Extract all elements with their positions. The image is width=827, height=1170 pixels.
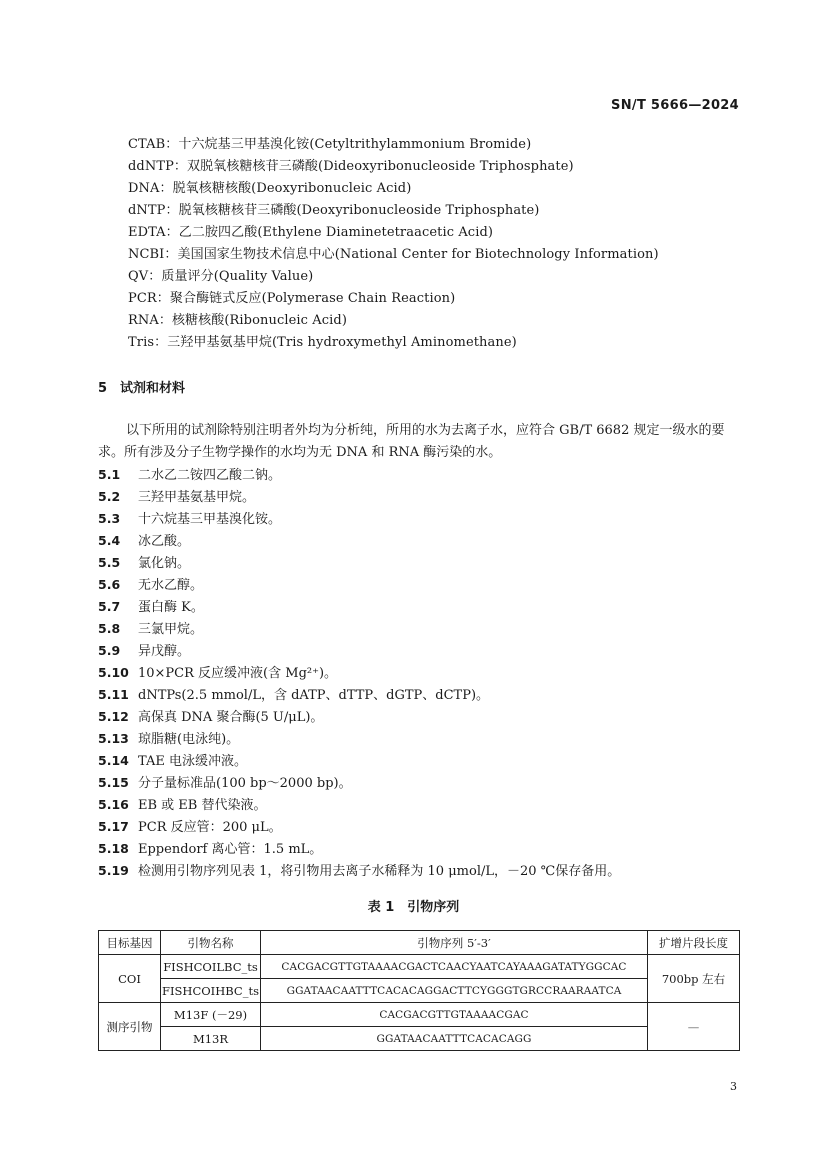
cell-primer-name: FISHCOIHBC_ts [161,979,261,1003]
reagent-list [98,464,620,882]
item-text: TAE 电泳缓冲液。 [138,754,247,769]
abbreviation-item: QV：质量评分(Quality Value) [128,269,314,284]
cell-primer-name: M13R [161,1027,261,1051]
table-row [99,955,740,979]
item-text: EB 或 EB 替代染液。 [138,798,267,813]
item-number: 5.15 [98,775,129,790]
item-number: 5.13 [98,731,129,746]
cell-length: — [648,1003,740,1051]
item-text: 三氯甲烷。 [138,622,204,637]
list-item [98,662,620,684]
item-text: 冰乙酸。 [138,534,191,549]
table-row [99,1003,740,1027]
list-item [98,860,620,882]
item-number: 5.12 [98,709,129,724]
item-text: 分子量标准品(100 bp～2000 bp)。 [138,776,352,791]
cell-primer-name: M13F (－29) [161,1003,261,1027]
item-text: 异戊醇。 [138,644,191,659]
list-item [98,706,620,728]
cell-sequence: CACGACGTTGTAAAACGACTCAACYAATCAYAAAGATATYGGCAC [261,955,648,979]
item-number: 5.3 [98,511,121,526]
item-text: Eppendorf 离心管：1.5 mL。 [138,842,323,857]
item-text: 高保真 DNA 聚合酶(5 U/μL)。 [138,710,324,725]
primer-table [98,930,740,1051]
cell-length: 700bp 左右 [648,955,740,1003]
cell-sequence: GGATAACAATTTCACACAGG [261,1027,648,1051]
list-item [98,464,620,486]
item-number: 5.4 [98,533,121,548]
list-item [98,838,620,860]
item-number: 5.16 [98,797,129,812]
section-title: 试剂和材料 [120,381,186,396]
item-number: 5.11 [98,687,129,702]
item-text: 10×PCR 反应缓冲液(含 Mg²⁺)。 [138,666,338,681]
intro-text: 以下所用的试剂除特别注明者外均为分析纯，所用的水为去离子水，应符合 GB/T 6682 规定一级水的要求。所有涉及分子生物学操作的水均为无 DNA 和 RNA 酶污染的水。 [98,423,725,460]
item-number: 5.1 [98,467,121,482]
intro-paragraph [98,420,743,464]
table-header-row [99,931,740,955]
item-number: 5.9 [98,643,121,658]
item-text: 检测用引物序列见表 1，将引物用去离子水稀释为 10 μmol/L，－20 ℃保存备用。 [138,864,621,879]
list-item [98,508,620,530]
header-target-gene: 目标基因 [99,931,161,955]
section-heading [98,377,185,396]
list-item [98,552,620,574]
table-caption: 表 1 引物序列 [367,900,460,915]
abbreviation-item: PCR：聚合酶链式反应(Polymerase Chain Reaction) [128,291,456,306]
item-number: 5.5 [98,555,121,570]
item-number: 5.19 [98,863,129,878]
item-text: 二水乙二铵四乙酸二钠。 [138,468,282,483]
item-text: dNTPs(2.5 mmol/L，含 dATP、dTTP、dGTP、dCTP)。 [138,688,490,703]
cell-sequence: GGATAACAATTTCACACAGGACTTCYGGGTGRCCRAARAATCA [261,979,648,1003]
item-text: 蛋白酶 K。 [138,600,204,615]
item-text: 琼脂糖(电泳纯)。 [138,732,240,747]
list-item [98,728,620,750]
abbreviation-item: Tris：三羟甲基氨基甲烷(Tris hydroxymethyl Aminomethane) [128,335,517,350]
document-code: SN/T 5666—2024 [611,98,739,113]
header-primer-name: 引物名称 [161,931,261,955]
list-item [98,684,620,706]
item-text: 无水乙醇。 [138,578,204,593]
list-item [98,816,620,838]
header-amplicon-length: 扩增片段长度 [648,931,740,955]
item-number: 5.2 [98,489,121,504]
abbreviation-item: CTAB：十六烷基三甲基溴化铵(Cetyltrithylammonium Bromide) [128,137,532,152]
item-number: 5.17 [98,819,129,834]
cell-sequence: CACGACGTTGTAAAACGAC [261,1003,648,1027]
table-row [99,1027,740,1051]
table-row [99,979,740,1003]
item-number: 5.10 [98,665,129,680]
list-item [98,794,620,816]
list-item [98,772,620,794]
abbreviation-item: dNTP：脱氧核糖核苷三磷酸(Deoxyribonucleoside Triphosphate) [128,203,540,218]
abbreviation-item: NCBI：美国国家生物技术信息中心(National Center for Biotechnology Information) [128,247,659,262]
item-number: 5.14 [98,753,129,768]
item-text: PCR 反应管：200 μL。 [138,820,282,835]
abbreviation-item: DNA：脱氧核糖核酸(Deoxyribonucleic Acid) [128,181,412,196]
item-number: 5.7 [98,599,121,614]
abbreviation-list [128,134,659,354]
abbreviation-item: ddNTP：双脱氧核糖核苷三磷酸(Dideoxyribonucleoside Triphosphate) [128,159,574,174]
abbreviation-item: EDTA：乙二胺四乙酸(Ethylene Diaminetetraacetic Acid) [128,225,494,240]
list-item [98,530,620,552]
cell-primer-name: FISHCOILBC_ts [161,955,261,979]
list-item [98,750,620,772]
page-number: 3 [730,1080,737,1093]
list-item [98,574,620,596]
abbreviation-item: RNA：核糖核酸(Ribonucleic Acid) [128,313,347,328]
item-text: 三羟甲基氨基甲烷。 [138,490,256,505]
item-number: 5.6 [98,577,121,592]
cell-gene: 测序引物 [99,1003,161,1051]
item-text: 氯化钠。 [138,556,191,571]
item-number: 5.18 [98,841,129,856]
section-number: 5 [98,381,108,396]
list-item [98,596,620,618]
list-item [98,618,620,640]
item-text: 十六烷基三甲基溴化铵。 [138,512,282,527]
item-number: 5.8 [98,621,121,636]
list-item [98,486,620,508]
header-primer-sequence: 引物序列 5′-3′ [261,931,648,955]
list-item [98,640,620,662]
cell-gene: COI [99,955,161,1003]
